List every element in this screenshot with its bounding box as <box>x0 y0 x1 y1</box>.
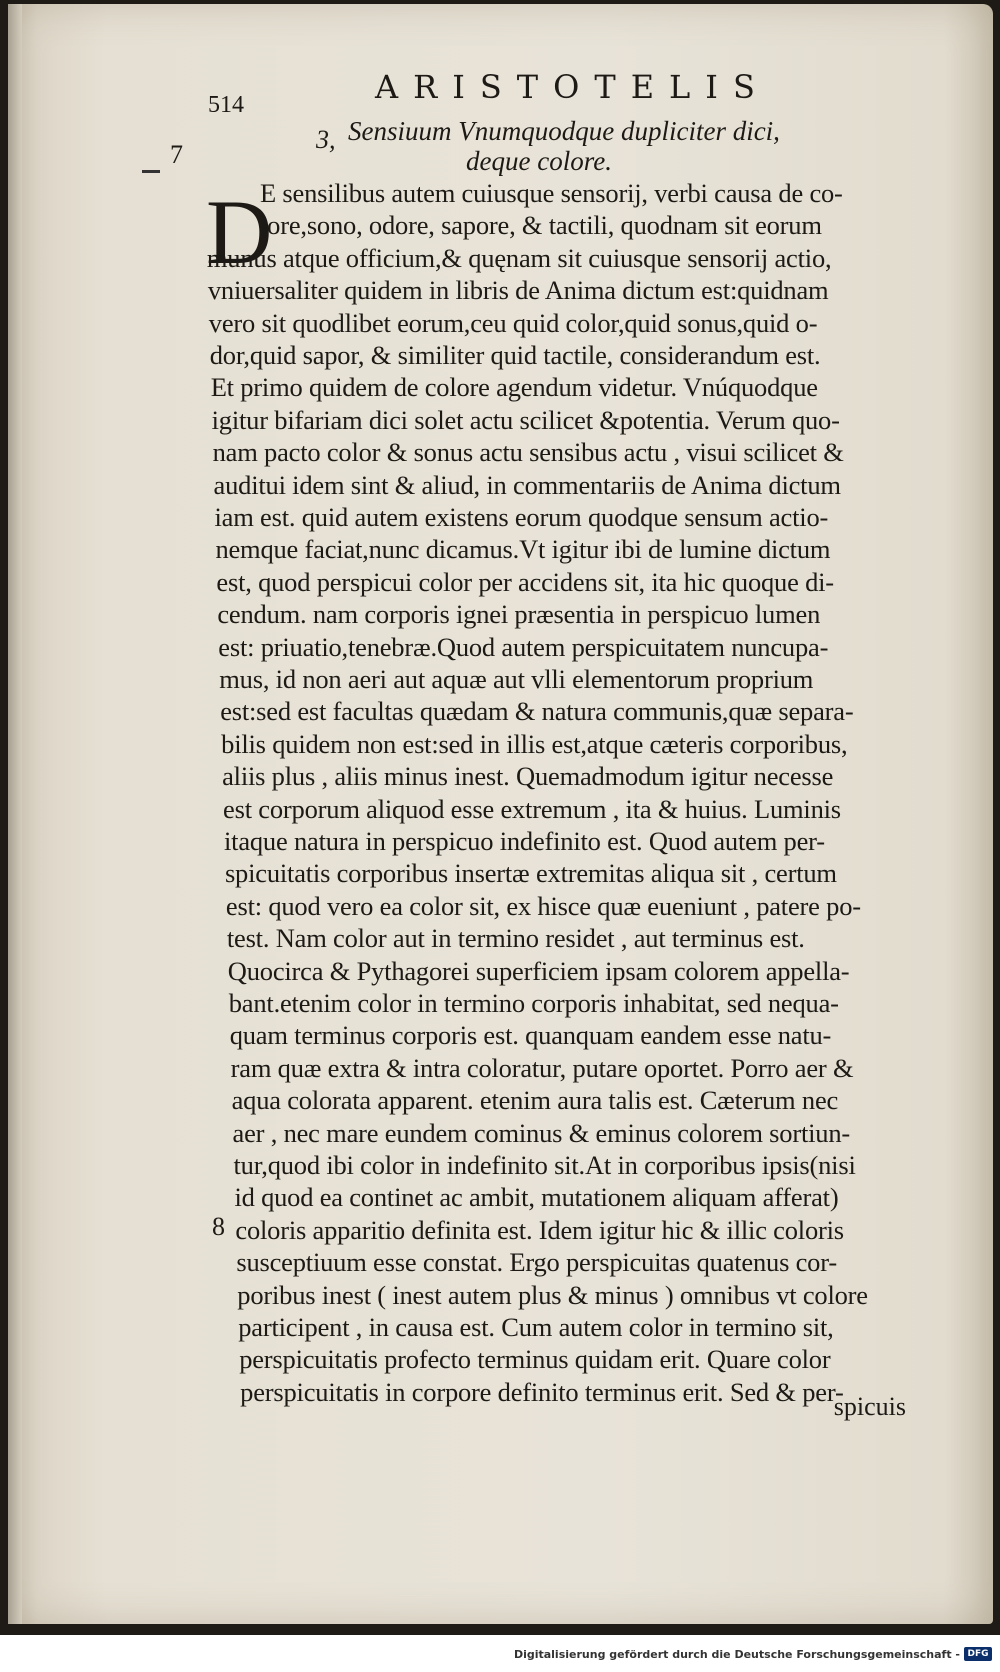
text-line: perspicuitatis in corpore definito terminus erit. Sed & per- <box>240 1376 844 1407</box>
text-line: id quod ea continet ac ambit, mutationem aliquam afferat) <box>234 1182 839 1213</box>
text-line: est: quod vero ea color sit, ex hisce quæ eueniunt , patere po- <box>225 890 861 921</box>
text-line: bant.etenim color in termino corporis inhabitat, sed nequa- <box>228 988 839 1018</box>
margin-number-mid: 8 <box>212 1212 225 1241</box>
text-line: est: priuatio,tenebræ.Quod autem perspicuitatem nuncupa- <box>218 631 829 662</box>
text-line: igitur bifariam dici solet actu scilicet &potentia. Verum quo- <box>211 404 840 435</box>
catchword: spicuis <box>833 1392 906 1421</box>
chapter-number: 3, <box>316 125 336 154</box>
text-line: lore,sono, odore, sapore, & tactili, quodnam sit eorum <box>260 210 822 241</box>
text-line: Et primo quidem de colore agendum videtur. Vnúquodque <box>210 372 818 403</box>
chapter-title-line1: Sensiuum Vnumquodque dupliciter dici, <box>348 116 780 146</box>
text-line: bilis quidem non est:sed in illis est,atque cæteris corporibus, <box>221 728 848 759</box>
dfg-logo-icon: DFG <box>964 1647 992 1661</box>
text-line: spicuitatis corporibus insertæ extremitas aliqua sit , certum <box>224 858 837 889</box>
text-line: susceptiuum esse constat. Ergo perspicuitas quatenus cor- <box>236 1247 837 1278</box>
text-line: poribus inest ( inest autem plus & minus ) omnibus vt colore <box>237 1279 868 1310</box>
footer-credit: Digitalisierung gefördert durch die Deutsche Forschungsgemeinschaft - <box>513 1648 960 1661</box>
text-line: est corporum aliquod esse extremum , ita & huius. Luminis <box>223 793 841 824</box>
text-line: est, quod perspicui color per accidens sit, ita hic quoque di- <box>216 566 834 597</box>
page-gutter-shadow <box>8 4 22 1624</box>
text-line: nemque faciat,nunc dicamus.Vt igitur ibi de lumine dictum <box>215 534 831 565</box>
text-line: participent , in causa est. Cum autem color in termino sit, <box>238 1312 834 1342</box>
drop-cap: D <box>206 181 273 283</box>
text-line: auditui idem sint & aliud, in commentariis de Anima dictum <box>213 469 841 500</box>
text-line: vniuersaliter quidem in libris de Anima dictum est:quidnam <box>207 275 829 306</box>
text-line: mus, id non aeri aut aquæ aut vlli elementorum proprium <box>219 664 814 694</box>
margin-dash <box>142 170 160 173</box>
text-line: vero sit quodlibet eorum,ceu quid color,quid sonus,quid o- <box>208 307 818 338</box>
page-number: 514 <box>208 92 244 118</box>
margin-number-top: 7 <box>170 140 183 169</box>
chapter-title-line2: deque colore. <box>466 146 612 176</box>
text-line: ram quæ extra & intra coloratur, putare oportet. Porro aer & <box>230 1052 854 1083</box>
text-line: perspicuitatis profecto terminus quidam erit. Quare color <box>239 1344 831 1375</box>
text-line: aliis plus , aliis minus inest. Quemadmodum igitur necesse <box>222 761 834 792</box>
text-line: cendum. nam corporis ignei præsentia in perspicuo lumen <box>217 599 821 630</box>
footer-bar <box>0 1635 1000 1672</box>
text-line: coloris apparitio definita est. Idem igitur hic & illic coloris <box>235 1214 844 1245</box>
text-line: est:sed est facultas quædam & natura communis,quæ separa- <box>220 696 854 727</box>
text-line: test. Nam color aut in termino residet , aut terminus est. <box>226 923 805 954</box>
text-line: iam est. quid autem existens eorum quodque sensum actio- <box>214 502 829 532</box>
text-line: itaque natura in perspicuo indefinito est. Quod autem per- <box>224 826 825 856</box>
text-line: aqua colorata apparent. etenim aura talis est. Cæterum nec <box>231 1085 839 1116</box>
text-line: quam terminus corporis est. quanquam eandem esse natu- <box>229 1020 832 1051</box>
text-line: E sensilibus autem cuiusque sensorij, verbi causa de co- <box>260 178 843 208</box>
text-line: Quocirca & Pythagorei superficiem ipsam colorem appella- <box>227 955 850 986</box>
text-line: munus atque officium,& quęnam sit cuiusque sensorij actio, <box>206 242 832 273</box>
running-head: ARISTOTELIS <box>375 68 770 106</box>
text-line: tur,quod ibi color in indefinito sit.At in corporibus ipsis(nisi <box>233 1150 856 1180</box>
text-line: nam pacto color & sonus actu sensibus actu , visui scilicet & <box>212 437 844 468</box>
text-line: aer , nec mare eundem cominus & eminus colorem sortiun- <box>232 1117 850 1148</box>
text-line: dor,quid sapor, & similiter quid tactile, considerandum est. <box>209 340 821 370</box>
